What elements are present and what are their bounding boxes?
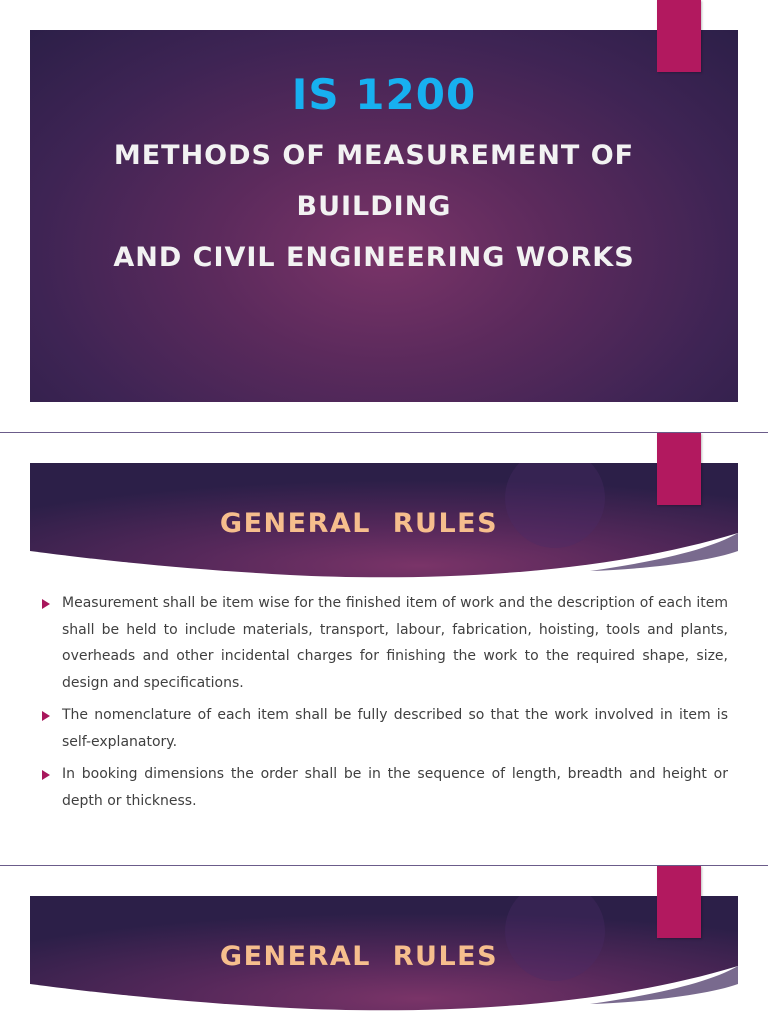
triangle-bullet-icon: [42, 599, 50, 609]
section-heading: GENERAL RULES: [219, 941, 499, 972]
subtitle-line: AND CIVIL ENGINEERING WORKS: [113, 242, 635, 273]
accent-tab: [657, 866, 701, 938]
triangle-bullet-icon: [42, 711, 50, 721]
subtitle-line: METHODS OF MEASUREMENT OF: [113, 140, 635, 171]
rule-text: In booking dimensions the order shall be in the sequence of length, breadth and height or depth or thickness.: [62, 766, 728, 809]
list-item: [40, 761, 728, 814]
accent-tab: [657, 433, 701, 505]
list-item: [40, 702, 728, 755]
title-slide: [0, 0, 768, 432]
document-subtitle: [60, 130, 688, 283]
triangle-bullet-icon: [42, 770, 50, 780]
general-rules-slide: [0, 433, 768, 865]
rule-text: The nomenclature of each item shall be fully described so that the work involved in item is self-explanatory.: [62, 707, 728, 750]
subtitle-line: BUILDING: [296, 191, 452, 222]
document-title: IS 1200: [291, 70, 477, 119]
general-rules-slide-2: [0, 866, 768, 1024]
accent-tab: [657, 0, 701, 72]
section-heading: GENERAL RULES: [219, 508, 499, 539]
rules-list: [40, 590, 728, 820]
rule-text: Measurement shall be item wise for the finished item of work and the description of each item shall be held to include materials, transport, labour, fabrication, hoisting, tools and plants, overheads and other incidental charges for finishing the work to the required shape, size, design and specifications.: [62, 595, 728, 691]
list-item: [40, 590, 728, 696]
